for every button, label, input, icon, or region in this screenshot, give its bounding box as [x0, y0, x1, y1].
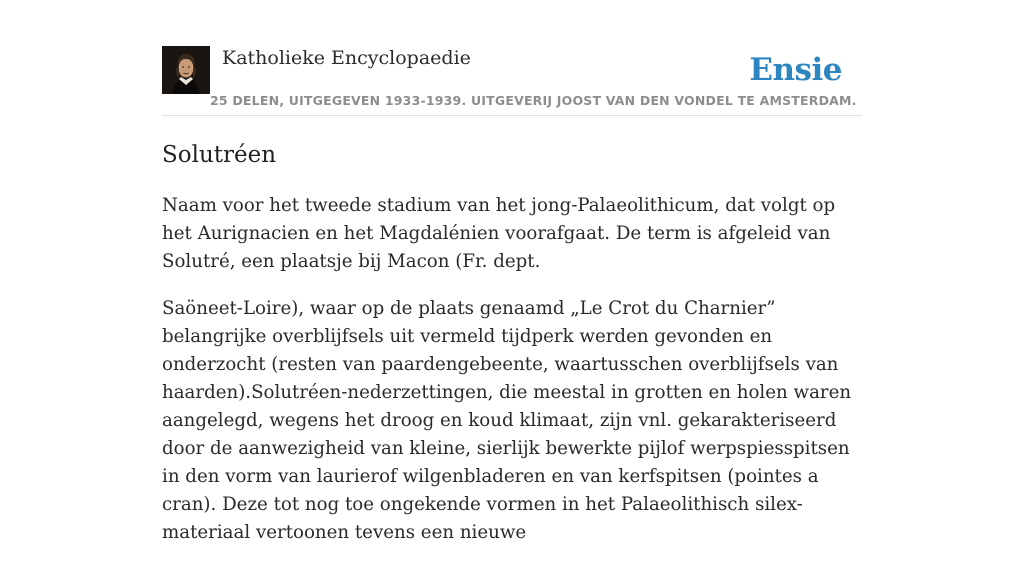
source-subtitle: 25 DELEN, UITGEGEVEN 1933-1939. UITGEVERIJ JOOST VAN DEN VONDEL TE AMSTERDAM.: [210, 93, 857, 108]
brand-logo-link[interactable]: Ensie: [749, 52, 842, 88]
portrait-avatar-icon[interactable]: [162, 46, 210, 94]
article-paragraph: Saöneet-Loire), waar op de plaats genaamd „Le Crot du Charnier” belangrijke overblijfsels uit vermeld tijdperk werden gevonden en onderzocht (resten van paardengebeente, waartusschen overblijfsels van haarden).Solutréen-nederzettingen, die meestal in grotten en holen waren aangelegd, wegens het droog en koud klimaat, zijn vnl. gekarakteriseerd door de aanwezigheid van kleine, sierlijk bewerkte pijlof werpspiesspitsen in den vorm van laurierof wilgenbladeren en van kerfspitsen (pointes a cran). Deze tot nog toe ongekende vormen in het Palaeolithisch silex-materiaal vertoonen tevens een nieuwe: [162, 298, 852, 543]
article-title: Solutréen: [162, 142, 277, 168]
source-title[interactable]: Katholieke Encyclopaedie: [222, 47, 471, 69]
article-paragraph: Naam voor het tweede stadium van het jong-Palaeolithicum, dat volgt op het Aurignacien en het Magdalénien voorafgaat. De term is afgeleid van Solutré, een plaatsje bij Macon (Fr. dept.: [162, 195, 836, 272]
source-header: [162, 46, 862, 116]
article-body: [162, 192, 862, 566]
